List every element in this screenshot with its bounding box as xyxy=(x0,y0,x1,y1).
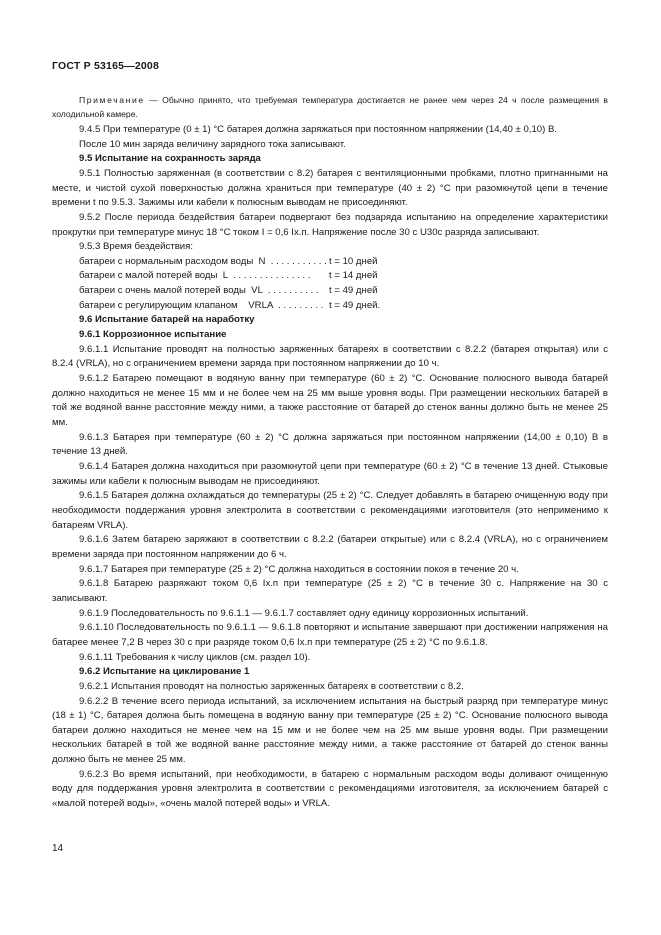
list-item xyxy=(52,255,608,270)
page-number: 14 xyxy=(52,843,64,854)
paragraph-9-6-1-6: 9.6.1.6 Затем батарею заряжают в соответствии с 8.2.2 (батареи открытые) или с 8.2.4 (VRLA), но с ограничением времени заряда при постоянном напряжении до 6 ч. xyxy=(52,534,608,560)
paragraph-9-6-1-4: 9.6.1.4 Батарея должна находиться при разомкнутой цепи при температуре (60 ± 2) °С в течение 13 дней. Стыковые зажимы или кабели к полюсным выводам не присоединяют. xyxy=(52,461,608,487)
paragraph-9-6-2-2: 9.6.2.2 В течение всего периода испытаний, за исключением испытания на быстрый разряд при температуре минус (18 ± 1) °С, батарея должна быть помещена в водяную ванну при температуре (25 ± 2) °С. Основание полюсного вывода батареи должно находиться не менее чем на 15 мм и не более чем на 25 мм выше уровня воды. При размещении нескольких батарей в той же водяной ванне расстояние между ними, а также расстояние от батарей до стенок ванны должно быть не менее 25 мм. xyxy=(52,695,608,766)
list-item xyxy=(52,299,608,314)
paragraph-9-5-1: 9.5.1 Полностью заряженная (в соответствии с 8.2) батарея с вентиляционными пробками, плотно пригнанными на месте, и чистой сухой поверхностью должна храниться при температуре (40 ± 2) °С при разомкнутой цепи в течение времени t по 9.5.3. Зажимы или кабели к полюсным выводам не присоединяют. xyxy=(52,167,608,209)
list-item-label: батареи с регулирующим клапаном VRLA . . . . . . . . . xyxy=(79,299,324,311)
list-item-label: батареи с малой потерей воды L . . . . . . . . . . . . . . . xyxy=(79,270,311,282)
paragraph-9-6-2-3: 9.6.2.3 Во время испытаний, при необходимости, в батарею с нормальным расходом воды доливают очищенную воду для поддержания уровня электролита в соответствии с рекомендациями изготовителя, за исключением батарей с «малой потерей воды», «очень малой потерей воды» и VRLA. xyxy=(52,768,608,810)
subsection-heading-9-6-2: 9.6.2 Испытание на циклирование 1 xyxy=(79,666,250,678)
paragraph-9-6-1-11: 9.6.1.11 Требования к числу циклов (см. раздел 10). xyxy=(79,651,311,663)
list-item-value: t = 49 дней xyxy=(329,285,378,297)
paragraph-9-6-2-1: 9.6.2.1 Испытания проводят на полностью заряженных батареях в соответствии с 8.2. xyxy=(79,680,464,692)
document-code: ГОСТ Р 53165—2008 xyxy=(52,60,160,72)
list-item-value: t = 10 дней xyxy=(329,255,378,267)
section-heading-9-5: 9.5 Испытание на сохранность заряда xyxy=(79,153,261,165)
document-body xyxy=(52,93,608,812)
paragraph-9-5-2: 9.5.2 После периода бездействия батареи подвергают без подзаряда испытанию на определение характеристики прокрутки при температуре минус 18 °С током I = 0,6 Iх.п. Напряжение после 30 с U30c разряда записывают. xyxy=(52,211,608,238)
paragraph-9-6-1-9: 9.6.1.9 Последовательность по 9.6.1.1 — 9.6.1.7 составляет одну единицу коррозионных испытаний. xyxy=(79,607,529,619)
paragraph-9-4-5: 9.4.5 При температуре (0 ± 1) °С батарея должна заряжаться при постоянном напряжении (14,40 ± 0,10) В. xyxy=(79,123,558,135)
note-text: — Обычно принято, что требуемая температура достигается не ранее чем через 24 ч после размещения в холодильной камере. xyxy=(52,95,608,120)
paragraph-9-5-3: 9.5.3 Время бездействия: xyxy=(79,241,194,253)
paragraph-9-6-1-5: 9.6.1.5 Батарея должна охлаждаться до температуры (25 ± 2) °С. Следует добавлять в батарею очищенную воду при необходимости поддержания уровня электролита в соответствии с рекомендациями изготовителя (это неприменимо к батареям VRLA). xyxy=(52,490,608,531)
paragraph-9-6-1-7: 9.6.1.7 Батарея при температуре (25 ± 2) °С должна находиться в состоянии покоя в течение 20 ч. xyxy=(79,563,519,575)
list-item xyxy=(52,284,608,299)
paragraph-9-6-1-1: 9.6.1.1 Испытание проводят на полностью заряженных батареях в соответствии с 8.2.2 (батарея открытая) или с 8.2.4 (VRLA), но с ограничением времени заряда при постоянном напряжении до 10 ч. xyxy=(52,343,608,370)
paragraph-9-4-5-b: После 10 мин заряда величину зарядного тока записывают. xyxy=(79,138,346,150)
section-heading-9-6: 9.6 Испытание батарей на наработку xyxy=(79,314,255,326)
paragraph-9-6-1-2: 9.6.1.2 Батарею помещают в водяную ванну при температуре (60 ± 2) °С. Основание полюсного вывода батарей должно находиться не менее 15 мм и не более чем на 25 мм выше уровня воды. При размещении нескольких батарей в той же водяной ванне расстояние между ними, а также расстояние от батарей до стенок ванны должно быть не менее 25 мм. xyxy=(52,373,608,429)
note-paragraph xyxy=(52,93,608,121)
paragraph-9-6-1-3: 9.6.1.3 Батарея при температуре (60 ± 2) °С должна заряжаться при постоянном напряжении (14,00 ± 0,10) В в течение 13 дней. xyxy=(52,431,608,458)
paragraph-9-6-1-10: 9.6.1.10 Последовательность по 9.6.1.1 — 9.6.1.8 повторяют и испытание завершают при достижении напряжения на батарее менее 7,2 В через 30 с при разряде током 0,6 Iх.п при температуре (25 ± 2) °С по 9.6.1.8. xyxy=(52,622,608,648)
list-item-value: t = 14 дней xyxy=(329,270,378,282)
list-item-value: t = 49 дней. xyxy=(329,299,381,311)
list-item-label: батареи с нормальным расходом воды N . . . . . . . . . . . xyxy=(79,255,327,267)
paragraph-9-6-1-8: 9.6.1.8 Батарею разряжают током 0,6 Iх.п при температуре (25 ± 2) °С в течение 30 с. Напряжение на 30 с записывают. xyxy=(52,578,608,604)
note-label: Примечание xyxy=(79,95,145,105)
idle-time-list xyxy=(52,255,608,314)
list-item xyxy=(52,269,608,284)
subsection-heading-9-6-1: 9.6.1 Коррозионное испытание xyxy=(79,329,227,341)
list-item-label: батареи с очень малой потерей воды VL . . . . . . . . . . xyxy=(79,285,319,297)
